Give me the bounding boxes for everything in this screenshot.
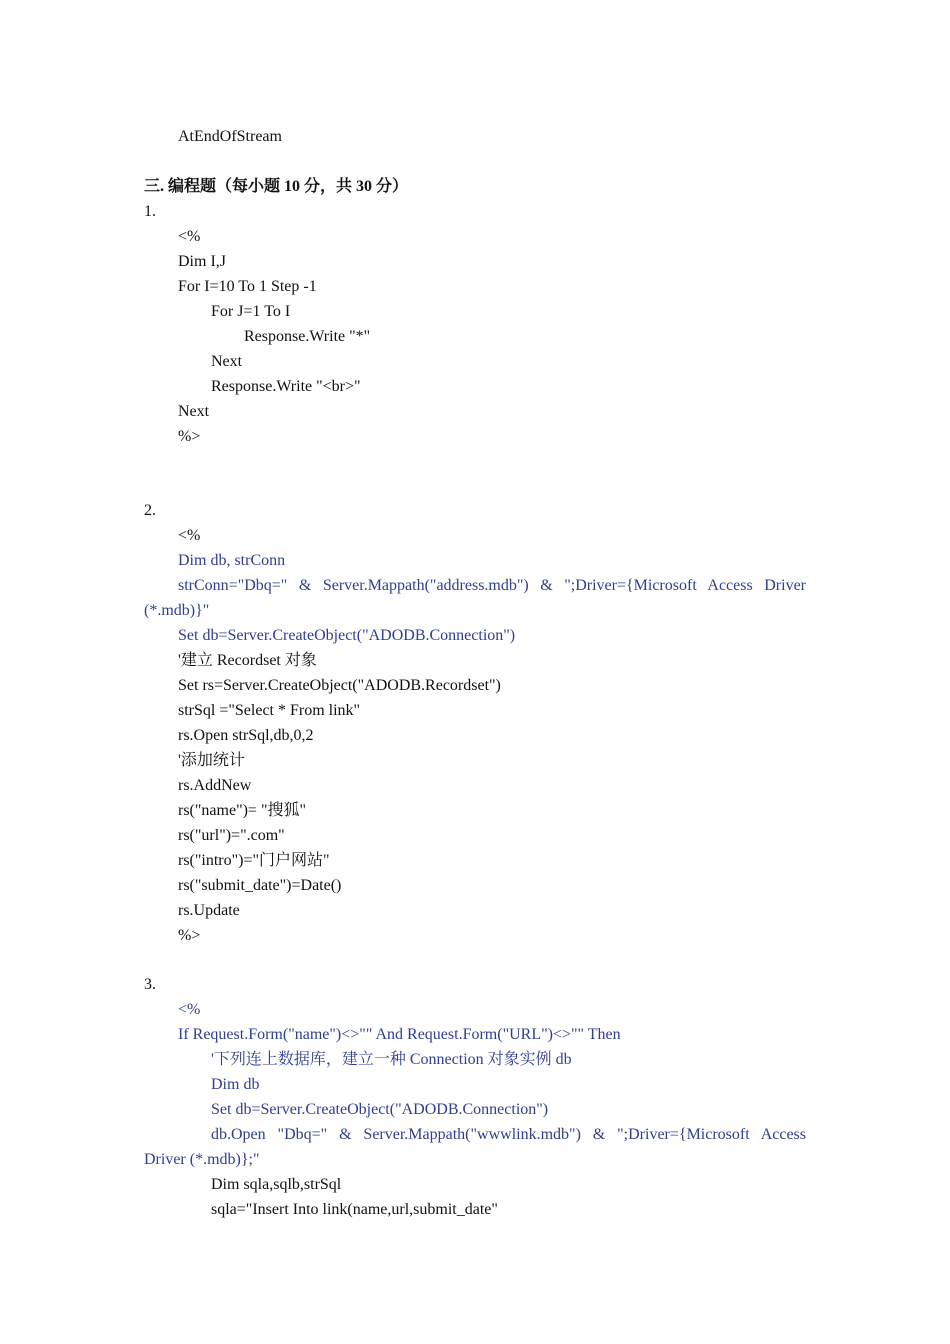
code-line: <%: [178, 1001, 201, 1018]
code-comment: '下列连上数据库，建立一种 Connection 对象实例 db: [211, 1051, 572, 1068]
code-line: rs("submit_date")=Date(): [178, 877, 342, 894]
code-line: <%: [178, 527, 201, 544]
code-line: strConn="Dbq=" & Server.Mappath("address.mdb") & ";Driver={Microsoft Access Driver: [178, 577, 806, 594]
code-line: Dim I,J: [178, 253, 226, 270]
code-line: %>: [178, 428, 201, 445]
question-number: 3.: [144, 976, 156, 993]
code-line: strSql ="Select * From link": [178, 702, 361, 719]
code-line: For J=1 To I: [211, 303, 291, 320]
code-comment: '建立 Recordset 对象: [178, 652, 317, 669]
code-line: Dim db: [211, 1076, 260, 1093]
code-line: Response.Write "<br>": [211, 378, 361, 395]
code-line: Driver (*.mdb)};": [144, 1151, 260, 1168]
code-line-atendofstream: AtEndOfStream: [178, 128, 282, 145]
code-line: Dim db, strConn: [178, 552, 286, 569]
code-line: Next: [211, 353, 243, 370]
code-line: sqla="Insert Into link(name,url,submit_date": [211, 1201, 498, 1218]
code-line: Response.Write "*": [244, 328, 371, 345]
code-line: If Request.Form("name")<>"" And Request.Form("URL")<>"" Then: [178, 1026, 621, 1043]
code-line: Set db=Server.CreateObject("ADODB.Connection"): [211, 1101, 549, 1118]
code-line: <%: [178, 228, 201, 245]
code-line: rs.Update: [178, 902, 240, 919]
code-line: rs("name")= "搜狐": [178, 802, 307, 819]
code-line: For I=10 To 1 Step -1: [178, 278, 317, 295]
code-line: Set db=Server.CreateObject("ADODB.Connection"): [178, 627, 516, 644]
code-line: %>: [178, 927, 201, 944]
question-number: 1.: [144, 203, 156, 220]
code-line: rs.Open strSql,db,0,2: [178, 727, 314, 744]
code-line: rs("intro")="门户网站": [178, 852, 330, 869]
section-heading: 三. 编程题（每小题 10 分，共 30 分）: [144, 178, 409, 195]
code-line: (*.mdb)}": [144, 602, 210, 619]
code-line: Dim sqla,sqlb,strSql: [211, 1176, 342, 1193]
code-line: Set rs=Server.CreateObject("ADODB.Recordset"): [178, 677, 501, 694]
code-line: db.Open "Dbq=" & Server.Mappath("wwwlink.mdb") & ";Driver={Microsoft Access: [211, 1126, 806, 1143]
code-line: rs.AddNew: [178, 777, 252, 794]
code-comment: '添加统计: [178, 752, 245, 769]
code-line: Next: [178, 403, 210, 420]
question-number: 2.: [144, 502, 156, 519]
code-line: rs("url")=".com": [178, 827, 285, 844]
